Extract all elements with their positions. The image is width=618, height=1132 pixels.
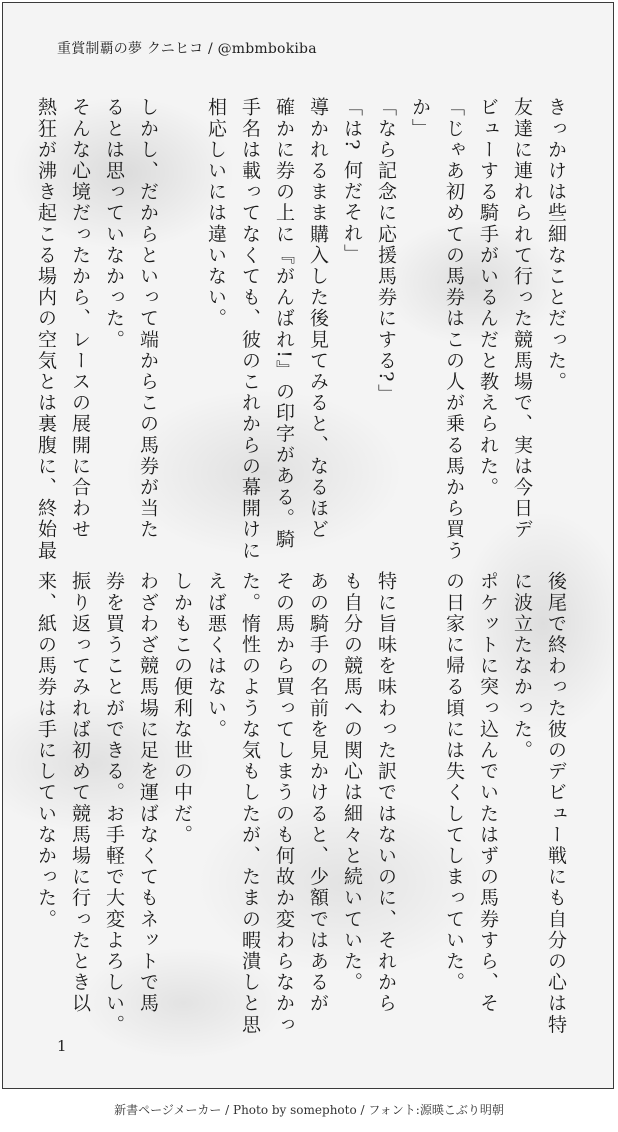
text-line: ポケットに突っ込んでいたはずの馬券すら、そ bbox=[477, 571, 499, 1015]
text-line: 来、紙の馬券は手にしていなかった。 bbox=[35, 571, 57, 930]
text-line: 後尾で終わった彼のデビュー戦にも自分の心は特 bbox=[545, 571, 567, 1036]
text-line: の日家に帰る頃には失くしてしまっていた。 bbox=[443, 571, 465, 993]
text-line: そんな心境だったから、レースの展開に合わせ bbox=[69, 97, 91, 541]
text-line: 相応しいには違いない。 bbox=[205, 97, 227, 330]
text-line: きっかけは些細なことだった。 bbox=[545, 97, 567, 393]
text-line: 振り返ってみれば初めて競馬場に行ったとき以 bbox=[69, 571, 91, 1015]
text-line: 特に旨味を味わった訳ではないのに、それから bbox=[375, 571, 397, 1015]
text-line: 「じゃあ初めての馬券はこの人が乗る馬から買う bbox=[443, 97, 465, 562]
page-number: 1 bbox=[57, 1037, 67, 1055]
text-line: わざわざ競馬場に足を運ばなくてもネットで馬 bbox=[137, 571, 159, 1015]
text-line: 友達に連れられて行った競馬場で、実は今日デ bbox=[511, 97, 533, 541]
text-line: 「は? 何だそれ」 bbox=[341, 97, 363, 266]
text-line: しかし、だからといって端からこの馬券が当た bbox=[137, 97, 159, 541]
text-line: た。惰性のような気もしたが、たまの暇潰しと思 bbox=[239, 571, 261, 1036]
page-header: 重賞制覇の夢 クニヒコ / @mbmbokiba bbox=[57, 41, 317, 57]
text-line: るとは思っていなかった。 bbox=[103, 97, 125, 351]
footer-credit: 新書ページメーカー / Photo by somephoto / フォント:源暎こぶり明朝 bbox=[114, 1103, 504, 1117]
text-line: 熱狂が沸き起こる場内の空気とは裏腹に、終始最 bbox=[35, 97, 57, 562]
upper-text-block bbox=[29, 97, 573, 562]
text-line: しかもこの便利な世の中だ。 bbox=[171, 571, 193, 846]
text-line bbox=[165, 97, 199, 537]
text-line: 「なら記念に応援馬券にする?」 bbox=[375, 97, 397, 405]
text-line: 手名は載ってなくても、彼のこれからの幕開けに bbox=[239, 97, 261, 562]
text-line: 券を買うことができる。お手軽で大変よろしい。 bbox=[103, 571, 125, 1036]
lower-text-block bbox=[29, 571, 573, 1036]
novel-page bbox=[2, 2, 614, 1089]
text-line: も自分の競馬への関心は細々と続いていた。 bbox=[341, 571, 363, 993]
text-line: 確かに券の上に『がんばれ!』の印字がある。騎 bbox=[273, 97, 295, 550]
text-line: ビューする騎手がいるんだと教えられた。 bbox=[477, 97, 499, 498]
text-line: その馬から買ってしまうのも何故か変わらなかっ bbox=[273, 571, 295, 1036]
text-line bbox=[403, 571, 437, 1011]
text-line: あの騎手の名前を見かけると、少額ではあるが bbox=[307, 571, 329, 1015]
text-line: えば悪くはない。 bbox=[205, 571, 227, 740]
text-line: 導かれるまま購入した後見てみると、なるほど bbox=[307, 97, 329, 541]
text-line: に波立たなかった。 bbox=[511, 571, 533, 761]
text-line: か」 bbox=[409, 97, 431, 140]
